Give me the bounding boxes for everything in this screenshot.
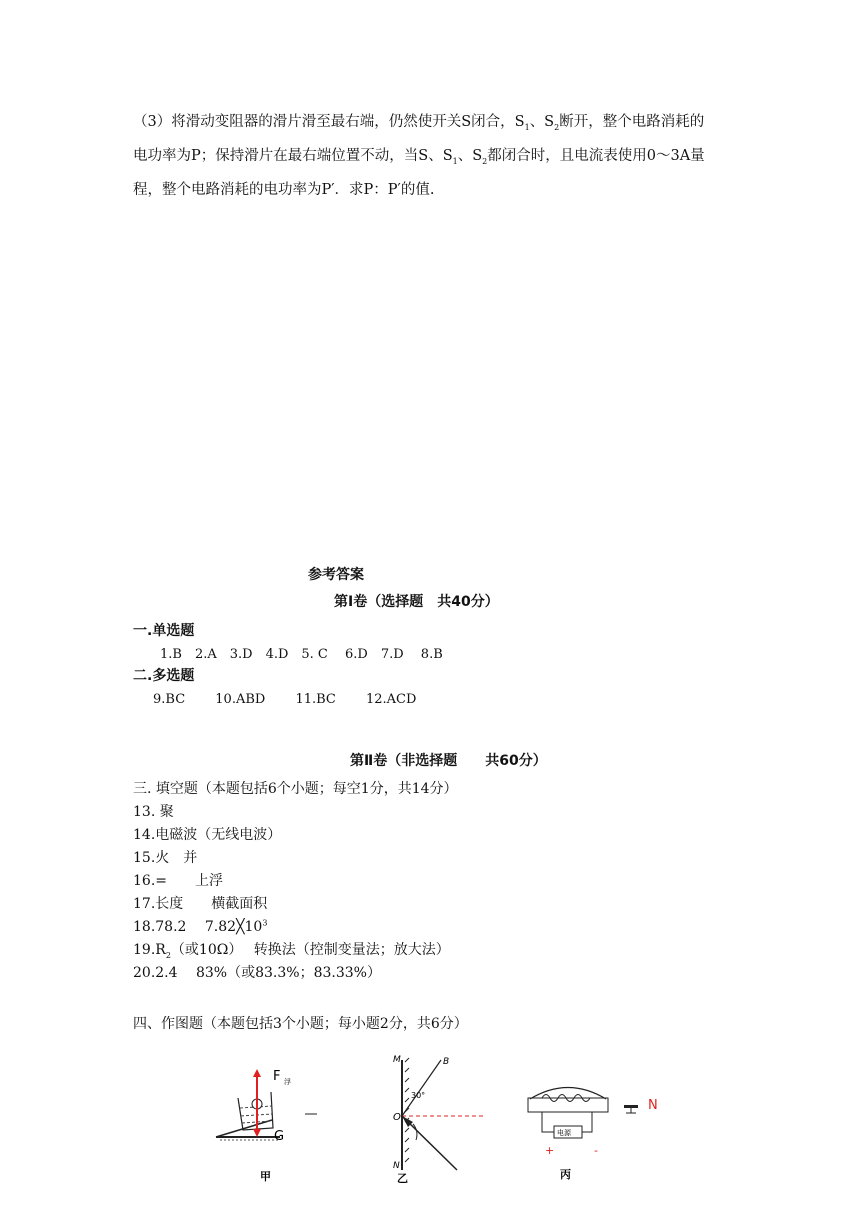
answer-18: 18.78.2 $7.82╳10^3$ <box>133 918 268 935</box>
gravity-label: G <box>274 1129 285 1144</box>
figure-jia-label: 甲 <box>260 1170 271 1182</box>
part2-title: 第Ⅱ卷（非选择题 共60分） <box>350 753 547 769</box>
answers-title: 参考答案 <box>308 567 364 583</box>
answer-13: 13. 聚 <box>133 804 174 820</box>
compass-needle <box>624 1105 638 1113</box>
answer-20: 20.2.4 83%（或83.3%；83.33%） <box>133 965 381 981</box>
single-choice-answers: 1.B 2.A 3.D 4.D 5. C 6.D 7.D 8.B <box>160 647 443 662</box>
point-o-label: O <box>393 1112 401 1123</box>
mirror-bottom-label: N <box>393 1161 400 1171</box>
answer-14: 14.电磁波（无线电波） <box>133 827 282 843</box>
q3-line-3: 程，整个电路消耗的电功率为P′．求P：P′的值. <box>133 182 435 198</box>
answer-16: 16.= 上浮 <box>133 873 223 889</box>
multi-choice-title: 二.多选题 <box>133 668 195 684</box>
answer-19: $19.R_2$（或10Ω） 转换法（控制变量法；放大法） <box>133 942 450 960</box>
answer-15: 15.火 并 <box>133 850 198 866</box>
wire-left <box>542 1112 554 1132</box>
figure-jia <box>210 1062 320 1182</box>
plus-terminal: + <box>545 1144 555 1157</box>
angle-label: 30° <box>411 1091 426 1100</box>
buoyancy-subscript: 浮 <box>284 1078 291 1086</box>
multi-choice-answers: 9.BC 10.ABD 11.BC 12.ACD <box>153 692 417 707</box>
pole-n-label: N <box>648 1098 658 1113</box>
ray-b-label: B <box>443 1057 450 1067</box>
wire-right <box>582 1112 592 1132</box>
answer-17: 17.长度 横截面积 <box>133 896 268 912</box>
ray-ob <box>402 1060 441 1116</box>
figure-yi-label: 乙 <box>397 1172 408 1184</box>
part1-title: 第Ⅰ卷（选择题 共40分） <box>334 594 499 610</box>
figure-bing <box>520 1074 670 1184</box>
magnetic-field-line <box>530 1088 606 1100</box>
minus-terminal: - <box>594 1144 598 1157</box>
mirror-top-label: M <box>393 1055 401 1065</box>
power-box-label: 电源 <box>557 1129 571 1137</box>
single-choice-title: 一.单选题 <box>133 623 195 639</box>
q3-line-2: 电功率为P；保持滑片在最右端位置不动，当S、$S_1$、$S_2$都闭合时，且电流表使用0～3A量 <box>133 148 705 166</box>
q3-line-1: （3）将滑动变阻器的滑片滑至最右端，仍然使开关S闭合，$S_1$、$S_2$断开，整个电路消耗的 <box>133 114 705 132</box>
drawing-title: 四、作图题（本题包括3个小题；每小题2分，共6分） <box>133 1016 468 1032</box>
fill-title: 三. 填空题（本题包括6个小题；每空1分，共14分） <box>133 781 458 797</box>
buoyancy-label: F <box>273 1069 281 1084</box>
figure-bing-label: 丙 <box>560 1168 571 1181</box>
figure-yi <box>385 1052 495 1184</box>
